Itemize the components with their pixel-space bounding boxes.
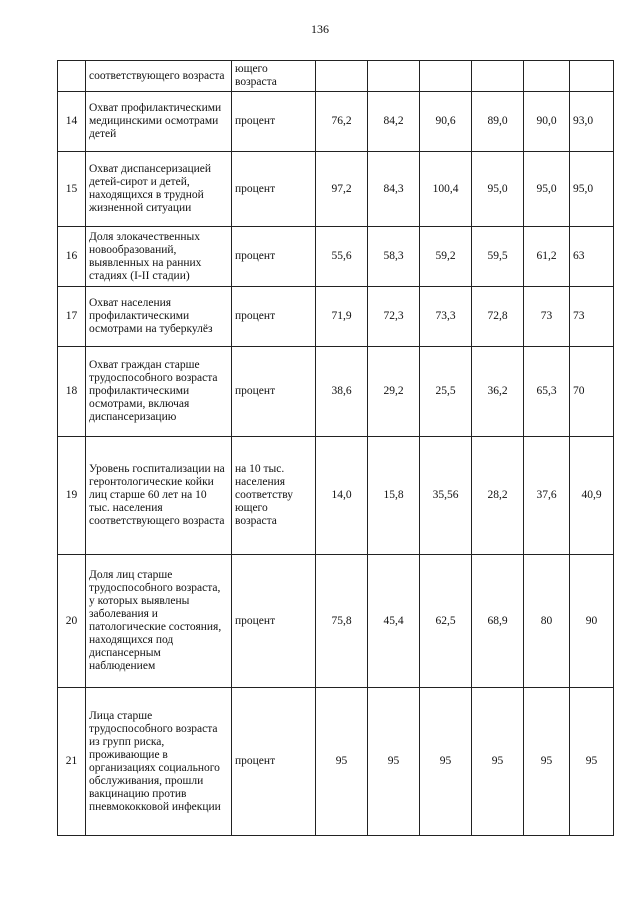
- value-cell: 70: [570, 347, 614, 437]
- indicator-name: Лица старше трудоспособного возраста из групп риска, проживающие в организациях социального обслуживания, прошли вакцинацию против пневмококковой инфекции: [86, 688, 232, 836]
- table-row: [58, 347, 614, 437]
- indicator-name: Уровень госпитализации на геронтологические койки лиц старше 60 лет на 10 тыс. населения соответствующего возраста: [86, 437, 232, 555]
- value-cell: [420, 61, 472, 92]
- indicator-name: соответствующего возраста: [86, 61, 232, 92]
- page-number: 136: [311, 22, 329, 36]
- value-cell: 25,5: [420, 347, 472, 437]
- value-cell: 45,4: [368, 555, 420, 688]
- value-cell: 71,9: [316, 287, 368, 347]
- value-cell: 84,2: [368, 92, 420, 152]
- table-row: [58, 287, 614, 347]
- unit-cell: процент: [232, 92, 316, 152]
- value-cell: 76,2: [316, 92, 368, 152]
- value-cell: 65,3: [524, 347, 570, 437]
- unit-cell: ющего возраста: [232, 61, 316, 92]
- row-number: [58, 61, 86, 92]
- value-cell: [570, 61, 614, 92]
- value-cell: [524, 61, 570, 92]
- row-number: 19: [58, 437, 86, 555]
- value-cell: 59,5: [472, 227, 524, 287]
- indicators-table: [57, 60, 614, 836]
- value-cell: 93,0: [570, 92, 614, 152]
- value-cell: 55,6: [316, 227, 368, 287]
- value-cell: 29,2: [368, 347, 420, 437]
- value-cell: 80: [524, 555, 570, 688]
- table-row: [58, 688, 614, 836]
- table-row: [58, 61, 614, 92]
- value-cell: 72,8: [472, 287, 524, 347]
- value-cell: 95: [570, 688, 614, 836]
- value-cell: 36,2: [472, 347, 524, 437]
- indicator-name: Доля лиц старше трудоспособного возраста, у которых выявлены заболевания и патологические состояния, находящихся под диспансерным наблюдением: [86, 555, 232, 688]
- unit-cell: процент: [232, 555, 316, 688]
- value-cell: 97,2: [316, 152, 368, 227]
- value-cell: 38,6: [316, 347, 368, 437]
- value-cell: 28,2: [472, 437, 524, 555]
- value-cell: 95: [316, 688, 368, 836]
- value-cell: 95,0: [524, 152, 570, 227]
- value-cell: 40,9: [570, 437, 614, 555]
- value-cell: 95: [420, 688, 472, 836]
- value-cell: 68,9: [472, 555, 524, 688]
- unit-cell: процент: [232, 227, 316, 287]
- row-number: 15: [58, 152, 86, 227]
- value-cell: 15,8: [368, 437, 420, 555]
- value-cell: [472, 61, 524, 92]
- value-cell: 14,0: [316, 437, 368, 555]
- indicator-name: Охват профилактическими медицинскими осмотрами детей: [86, 92, 232, 152]
- table-row: [58, 227, 614, 287]
- row-number: 21: [58, 688, 86, 836]
- row-number: 16: [58, 227, 86, 287]
- value-cell: 95,0: [472, 152, 524, 227]
- value-cell: 75,8: [316, 555, 368, 688]
- value-cell: 73: [524, 287, 570, 347]
- unit-cell: процент: [232, 152, 316, 227]
- value-cell: 90,0: [524, 92, 570, 152]
- value-cell: [316, 61, 368, 92]
- row-number: 14: [58, 92, 86, 152]
- table-row: [58, 555, 614, 688]
- value-cell: 35,56: [420, 437, 472, 555]
- table-row: [58, 92, 614, 152]
- value-cell: 100,4: [420, 152, 472, 227]
- unit-cell: на 10 тыс. населения соответству ющего возраста: [232, 437, 316, 555]
- indicator-name: Охват населения профилактическими осмотрами на туберкулёз: [86, 287, 232, 347]
- value-cell: 95: [472, 688, 524, 836]
- value-cell: 62,5: [420, 555, 472, 688]
- value-cell: 90: [570, 555, 614, 688]
- value-cell: 37,6: [524, 437, 570, 555]
- value-cell: 90,6: [420, 92, 472, 152]
- value-cell: 63: [570, 227, 614, 287]
- unit-cell: процент: [232, 287, 316, 347]
- value-cell: 95: [524, 688, 570, 836]
- value-cell: 95,0: [570, 152, 614, 227]
- row-number: 17: [58, 287, 86, 347]
- unit-cell: процент: [232, 347, 316, 437]
- row-number: 20: [58, 555, 86, 688]
- row-number: 18: [58, 347, 86, 437]
- value-cell: 61,2: [524, 227, 570, 287]
- value-cell: 89,0: [472, 92, 524, 152]
- value-cell: [368, 61, 420, 92]
- indicator-name: Охват диспансеризацией детей-сирот и детей, находящихся в трудной жизненной ситуации: [86, 152, 232, 227]
- indicator-name: Доля злокачественных новообразований, выявленных на ранних стадиях (I-II стадии): [86, 227, 232, 287]
- value-cell: 73: [570, 287, 614, 347]
- value-cell: 72,3: [368, 287, 420, 347]
- unit-cell: процент: [232, 688, 316, 836]
- value-cell: 95: [368, 688, 420, 836]
- value-cell: 58,3: [368, 227, 420, 287]
- value-cell: 59,2: [420, 227, 472, 287]
- table-row: [58, 152, 614, 227]
- value-cell: 73,3: [420, 287, 472, 347]
- indicator-name: Охват граждан старше трудоспособного возраста профилактическими осмотрами, включая диспансеризацию: [86, 347, 232, 437]
- table-row: [58, 437, 614, 555]
- value-cell: 84,3: [368, 152, 420, 227]
